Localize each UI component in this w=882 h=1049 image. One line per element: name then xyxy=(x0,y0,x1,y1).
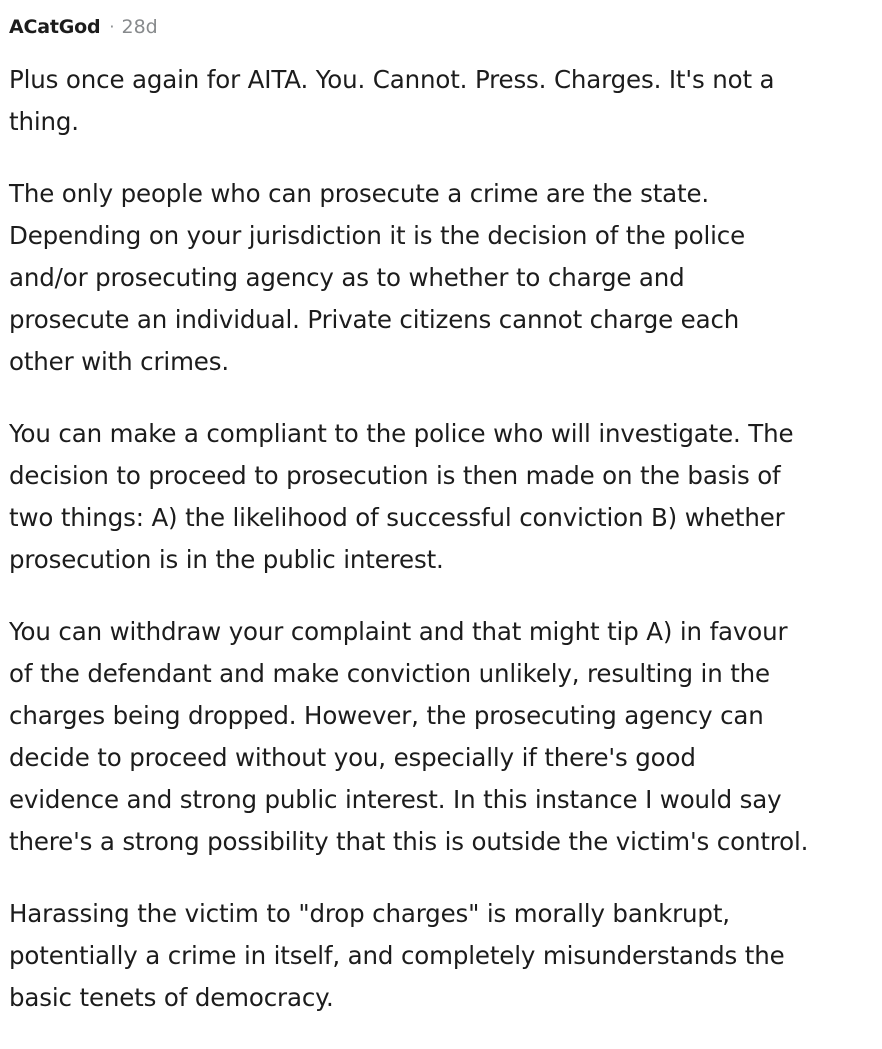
comment-paragraph xyxy=(9,173,879,383)
paragraph-line: decision to proceed to prosecution is then made on the basis of xyxy=(9,461,781,490)
comment-paragraph xyxy=(9,893,879,1019)
paragraph-line: evidence and strong public interest. In this instance I would say xyxy=(9,785,782,814)
paragraph-line: Plus once again for AITA. You. Cannot. Press. Charges. It's not a xyxy=(9,65,775,94)
paragraph-line: potentially a crime in itself, and completely misunderstands the xyxy=(9,941,785,970)
paragraph-line: You can withdraw your complaint and that might tip A) in favour xyxy=(9,617,788,646)
paragraph-line: prosecute an individual. Private citizens cannot charge each xyxy=(9,305,740,334)
paragraph-line: of the defendant and make conviction unlikely, resulting in the xyxy=(9,659,770,688)
paragraph-line: You can make a compliant to the police who will investigate. The xyxy=(9,419,794,448)
paragraph-line: two things: A) the likelihood of successful conviction B) whether xyxy=(9,503,785,532)
comment-meta xyxy=(9,14,158,40)
paragraph-line: other with crimes. xyxy=(9,347,229,376)
paragraph-line: thing. xyxy=(9,107,79,136)
comment-paragraph xyxy=(9,413,879,581)
paragraph-line: The only people who can prosecute a crime are the state. xyxy=(9,179,710,208)
comment-body xyxy=(9,59,879,1049)
paragraph-line: prosecution is in the public interest. xyxy=(9,545,444,574)
paragraph-line: Depending on your jurisdiction it is the decision of the police xyxy=(9,221,746,250)
paragraph-line: charges being dropped. However, the prosecuting agency can xyxy=(9,701,764,730)
paragraph-line: and/or prosecuting agency as to whether to charge and xyxy=(9,263,685,292)
comment-paragraph xyxy=(9,59,879,143)
paragraph-line: decide to proceed without you, especially if there's good xyxy=(9,743,696,772)
paragraph-line: there's a strong possibility that this is outside the victim's control. xyxy=(9,827,809,856)
author-username[interactable]: ACatGod xyxy=(9,16,101,38)
comment-age[interactable]: 28d xyxy=(121,16,158,38)
paragraph-line: basic tenets of democracy. xyxy=(9,983,334,1012)
comment-paragraph xyxy=(9,611,879,863)
paragraph-line: Harassing the victim to "drop charges" is morally bankrupt, xyxy=(9,899,730,928)
meta-separator: · xyxy=(109,17,115,36)
